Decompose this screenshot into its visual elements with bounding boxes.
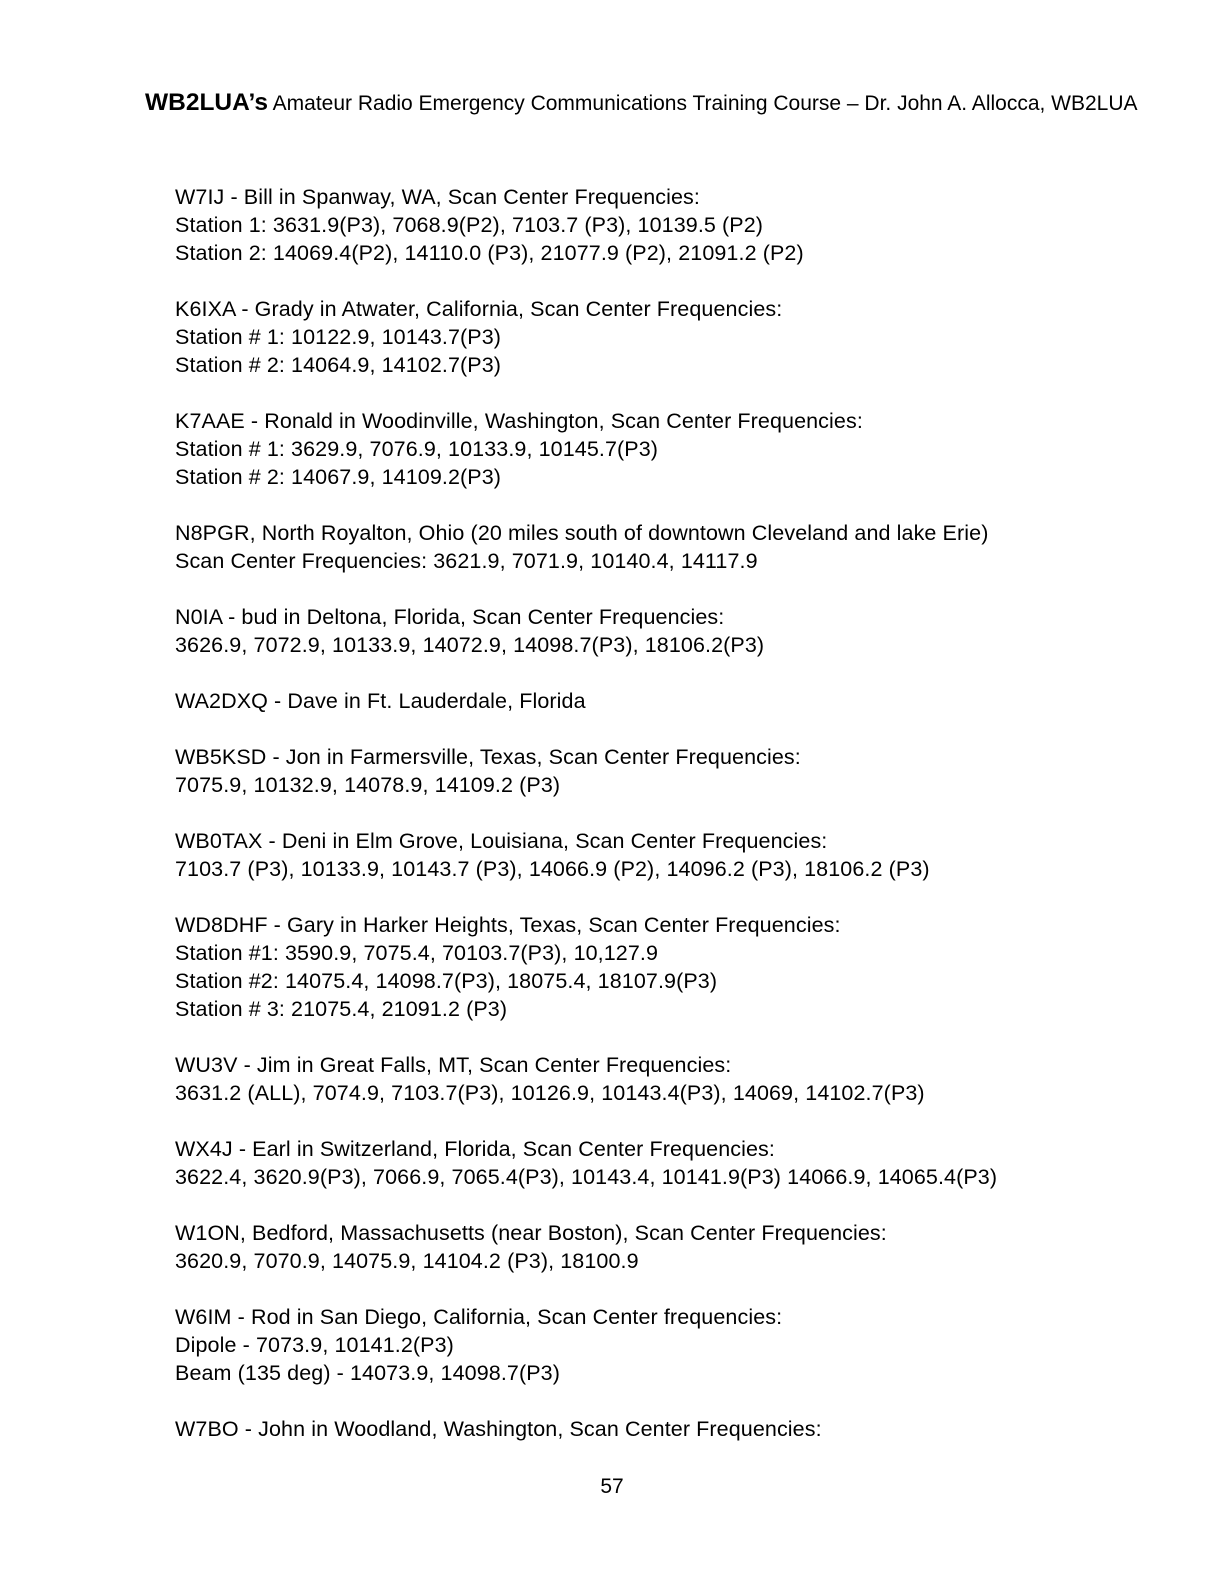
entry-line: Station 2: 14069.4(P2), 14110.0 (P3), 21077.9 (P2), 21091.2 (P2) xyxy=(175,241,804,265)
callsign-entry-w7ij xyxy=(175,183,1184,267)
entry-line: Station #1: 3590.9, 7075.4, 70103.7(P3), 10,127.9 xyxy=(175,941,659,965)
entry-line: Scan Center Frequencies: 3621.9, 7071.9, 10140.4, 14117.9 xyxy=(175,549,758,573)
callsign-entry-w6im xyxy=(175,1303,1184,1387)
entry-line: Station # 2: 14064.9, 14102.7(P3) xyxy=(175,353,502,377)
entry-line: Station # 3: 21075.4, 21091.2 (P3) xyxy=(175,997,508,1021)
callsign-entry-wu3v xyxy=(175,1051,1184,1107)
header-title-rest: Amateur Radio Emergency Communications Training Course – Dr. John A. Allocca, WB2LUA xyxy=(267,92,1138,115)
callsign-entry-n0ia xyxy=(175,603,1184,659)
entry-line: Station # 1: 10122.9, 10143.7(P3) xyxy=(175,325,502,349)
entry-line: 3622.4, 3620.9(P3), 7066.9, 7065.4(P3), 10143.4, 10141.9(P3) 14066.9, 14065.4(P3) xyxy=(175,1165,998,1189)
entry-line: Station #2: 14075.4, 14098.7(P3), 18075.4, 18107.9(P3) xyxy=(175,969,718,993)
entry-line: WB0TAX - Deni in Elm Grove, Louisiana, Scan Center Frequencies: xyxy=(175,829,828,853)
entry-line: Station # 2: 14067.9, 14109.2(P3) xyxy=(175,465,502,489)
callsign-entry-wd8dhf xyxy=(175,911,1184,1023)
callsign-entry-k7aae xyxy=(175,407,1184,491)
entry-line: 7103.7 (P3), 10133.9, 10143.7 (P3), 14066.9 (P2), 14096.2 (P3), 18106.2 (P3) xyxy=(175,857,930,881)
callsign-entry-wa2dxq xyxy=(175,687,1184,715)
entry-line: WB5KSD - Jon in Farmersville, Texas, Scan Center Frequencies: xyxy=(175,745,801,769)
entry-line: 3626.9, 7072.9, 10133.9, 14072.9, 14098.7(P3), 18106.2(P3) xyxy=(175,633,765,657)
entry-line: Station 1: 3631.9(P3), 7068.9(P2), 7103.7 (P3), 10139.5 (P2) xyxy=(175,213,764,237)
entry-line: Station # 1: 3629.9, 7076.9, 10133.9, 10145.7(P3) xyxy=(175,437,659,461)
entry-line: Beam (135 deg) - 14073.9, 14098.7(P3) xyxy=(175,1361,560,1385)
callsign-entry-wb0tax xyxy=(175,827,1184,883)
entry-line: K7AAE - Ronald in Woodinville, Washington, Scan Center Frequencies: xyxy=(175,409,863,433)
callsign-entry-w7bo xyxy=(175,1415,1184,1443)
entry-line: WD8DHF - Gary in Harker Heights, Texas, Scan Center Frequencies: xyxy=(175,913,841,937)
page-number: 57 xyxy=(600,1475,624,1498)
callsign-entry-k6ixa xyxy=(175,295,1184,379)
entry-line: N8PGR, North Royalton, Ohio (20 miles south of downtown Cleveland and lake Erie) xyxy=(175,521,989,545)
page-header xyxy=(145,90,1144,117)
entry-line: WX4J - Earl in Switzerland, Florida, Scan Center Frequencies: xyxy=(175,1137,775,1161)
callsign-entry-w1on xyxy=(175,1219,1184,1275)
header-title-bold: WB2LUA’s xyxy=(145,89,268,116)
entry-line: WA2DXQ - Dave in Ft. Lauderdale, Florida xyxy=(175,689,586,713)
callsign-entry-n8pgr xyxy=(175,519,1184,575)
entry-line: 7075.9, 10132.9, 14078.9, 14109.2 (P3) xyxy=(175,773,561,797)
entry-line: W6IM - Rod in San Diego, California, Scan Center frequencies: xyxy=(175,1305,783,1329)
entry-line: WU3V - Jim in Great Falls, MT, Scan Center Frequencies: xyxy=(175,1053,732,1077)
callsign-entry-wb5ksd xyxy=(175,743,1184,799)
entry-line: N0IA - bud in Deltona, Florida, Scan Center Frequencies: xyxy=(175,605,725,629)
document-body xyxy=(175,183,1184,1471)
entry-line: W7IJ - Bill in Spanway, WA, Scan Center Frequencies: xyxy=(175,185,700,209)
callsign-entry-wx4j xyxy=(175,1135,1184,1191)
entry-line: 3620.9, 7070.9, 14075.9, 14104.2 (P3), 18100.9 xyxy=(175,1249,639,1273)
entry-line: W7BO - John in Woodland, Washington, Scan Center Frequencies: xyxy=(175,1417,822,1441)
entry-line: K6IXA - Grady in Atwater, California, Scan Center Frequencies: xyxy=(175,297,783,321)
entry-line: Dipole - 7073.9, 10141.2(P3) xyxy=(175,1333,454,1357)
entry-line: 3631.2 (ALL), 7074.9, 7103.7(P3), 10126.9, 10143.4(P3), 14069, 14102.7(P3) xyxy=(175,1081,925,1105)
entry-line: W1ON, Bedford, Massachusetts (near Boston), Scan Center Frequencies: xyxy=(175,1221,887,1245)
